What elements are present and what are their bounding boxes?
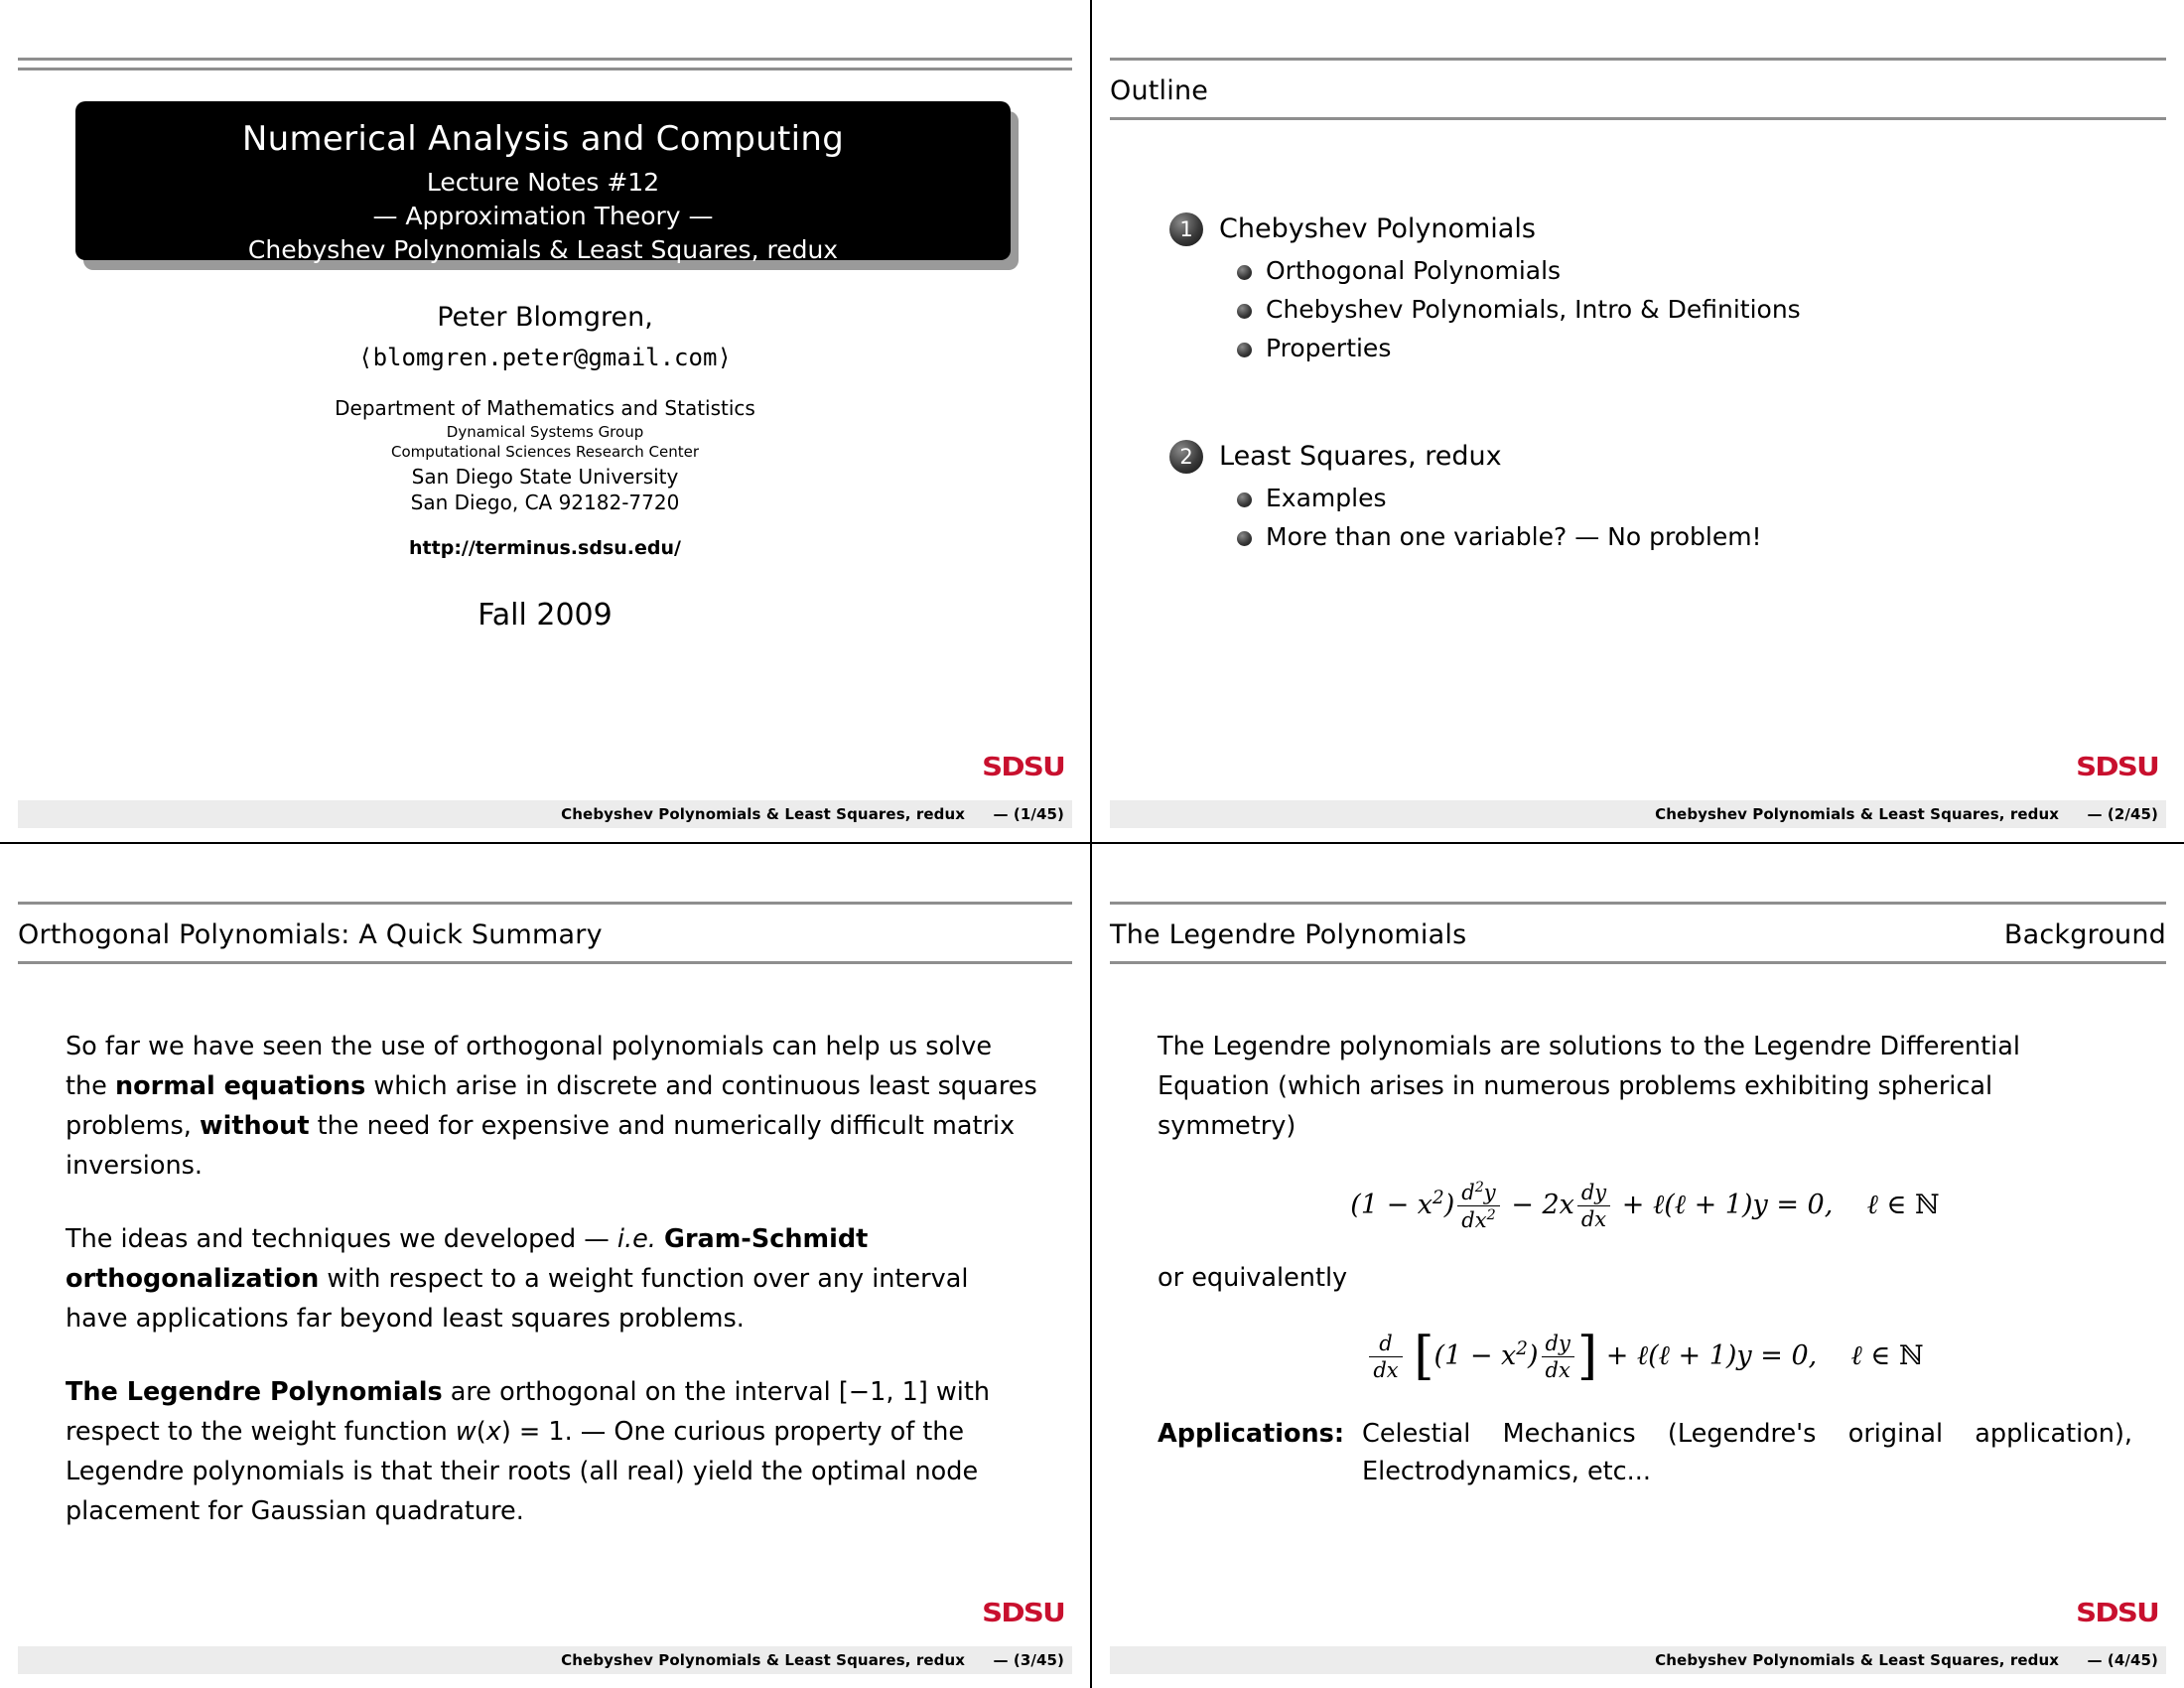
header-rule-top	[18, 58, 1072, 61]
section-label[interactable]: Least Squares, redux	[1219, 441, 1502, 472]
lecture-title: Numerical Analysis and Computing	[241, 119, 845, 159]
paragraph-2: The ideas and techniques we developed — i.e. Gram-Schmidt orthogonalization with respect to a weight function over any interval have applications far beyond least squares problems.	[66, 1224, 969, 1334]
header-rule-bottom	[18, 68, 1072, 70]
slide-heading	[1110, 919, 2166, 950]
lecture-topic: Chebyshev Polynomials & Least Squares, redux	[247, 235, 839, 264]
slide-title	[0, 0, 1092, 844]
paragraph-1: So far we have seen the use of orthogonal polynomials can help us solve the normal equations which arise in discrete and continuous least squares problems, without the need for expensive and numerically difficult matrix inversions.	[66, 1032, 1037, 1181]
outline-subitem-label: More than one variable? — No problem!	[1266, 522, 1762, 551]
slide-legendre	[1092, 844, 2184, 1688]
slide-footer	[18, 800, 1072, 828]
header-rule-top	[18, 902, 1072, 905]
footer-page: — (4/45)	[2087, 1651, 2158, 1669]
affiliation-university: San Diego State University	[411, 465, 679, 489]
sdsu-logo: SDSU	[2075, 753, 2158, 782]
legendre-connector: or equivalently	[1158, 1263, 1348, 1294]
legendre-intro: The Legendre polynomials are solutions to the Legendre Differential Equation (which arises in numerous problems exhibiting spherical symmetry)	[1158, 1032, 2020, 1141]
footer-title: Chebyshev Polynomials & Least Squares, redux	[561, 805, 965, 823]
outline-subitem-label: Chebyshev Polynomials, Intro & Definitions	[1266, 295, 1801, 324]
applications-text: Celestial Mechanics (Legendre's original application), Electrodynamics, etc...	[1362, 1418, 2132, 1486]
footer-title: Chebyshev Polynomials & Least Squares, redux	[1655, 805, 2059, 823]
outline-list	[1169, 212, 2146, 551]
author-email[interactable]: ⟨blomgren.peter@gmail.com⟩	[358, 344, 732, 371]
slide-heading-text: Outline	[1110, 75, 1209, 106]
header-rule-bottom	[18, 961, 1072, 964]
slide-heading-text: Orthogonal Polynomials: A Quick Summary	[18, 919, 603, 950]
affiliation-block	[18, 396, 1072, 514]
affiliation-center: Computational Sciences Research Center	[390, 443, 699, 461]
legendre-applications	[1158, 1415, 2132, 1490]
affiliation-department: Department of Mathematics and Statistics	[335, 396, 755, 420]
bullet-icon	[1237, 265, 1252, 280]
footer-page: — (2/45)	[2087, 805, 2158, 823]
section-subitems	[1237, 256, 1801, 362]
slide-footer	[18, 1646, 1072, 1674]
outline-section[interactable]	[1169, 212, 2146, 362]
slide-orthogonal-summary	[0, 844, 1092, 1688]
outline-subitem[interactable]	[1237, 256, 1801, 285]
slide-heading	[18, 919, 1072, 950]
section-label[interactable]: Chebyshev Polynomials	[1219, 213, 1536, 244]
footer-page: — (3/45)	[993, 1651, 1064, 1669]
legendre-equation-1: $(1 - x^2)$ $\frac{d^2y}{dx^2}$ − 2x $\frac{dy}{dx}$ + ℓ(ℓ + 1)y = 0, ℓ ∈ ℕ	[1350, 1180, 1940, 1233]
header-rule-top	[1110, 58, 2166, 61]
course-term: Fall 2009	[478, 598, 613, 633]
lecture-subject: — Approximation Theory —	[372, 202, 714, 230]
legendre-equation-2: $\frac{d}{dx}$ [$(1 - x^2)$ $\frac{dy}{dx}$ ] + ℓ(ℓ + 1)y = 0, ℓ ∈ ℕ	[1158, 1332, 2132, 1382]
paragraph-3: The Legendre Polynomials are orthogonal on the interval [−1, 1] with respect to the weight function w(x) = 1. — One curious property of the Legendre polynomials is that their roots (all real) yield the optimal node placement for Gaussian quadrature.	[66, 1377, 990, 1526]
slide-outline	[1092, 0, 2184, 844]
title-box	[75, 101, 1011, 264]
footer-page: — (1/45)	[993, 805, 1064, 823]
slide-body	[1158, 1027, 2132, 1490]
header-rule-bottom	[1110, 117, 2166, 120]
applications-label: Applications:	[1158, 1418, 1345, 1449]
lecture-number: Lecture Notes #12	[426, 168, 660, 197]
header-rule-top	[1110, 902, 2166, 905]
outline-subitem[interactable]	[1237, 295, 1801, 324]
sdsu-logo: SDSU	[981, 753, 1064, 782]
sdsu-logo: SDSU	[2075, 1599, 2158, 1628]
header-rule-bottom	[1110, 961, 2166, 964]
author-name: Peter Blomgren,	[437, 302, 653, 333]
outline-subitem[interactable]	[1237, 522, 1762, 551]
outline-subitem-label: Orthogonal Polynomials	[1266, 256, 1562, 285]
section-number-badge: 2	[1169, 440, 1203, 474]
footer-title: Chebyshev Polynomials & Least Squares, redux	[561, 1651, 965, 1669]
bullet-icon	[1237, 531, 1252, 546]
outline-subitem[interactable]	[1237, 484, 1762, 512]
affiliation-group: Dynamical Systems Group	[446, 423, 644, 441]
bullet-icon	[1237, 492, 1252, 507]
outline-subitem[interactable]	[1237, 334, 1801, 362]
outline-subitem-label: Properties	[1266, 334, 1392, 362]
section-number-badge: 1	[1169, 212, 1203, 246]
bullet-icon	[1237, 304, 1252, 319]
section-subitems	[1237, 484, 1762, 551]
outline-subitem-label: Examples	[1266, 484, 1387, 512]
slide-heading-right: Background	[2003, 919, 2166, 950]
bullet-icon	[1237, 343, 1252, 357]
slide-footer	[1110, 1646, 2166, 1674]
slide-footer	[1110, 800, 2166, 828]
sdsu-logo: SDSU	[981, 1599, 1064, 1628]
slide-body	[66, 1027, 1038, 1565]
course-url[interactable]: http://terminus.sdsu.edu/	[409, 537, 681, 559]
affiliation-city: San Diego, CA 92182-7720	[410, 491, 680, 514]
footer-title: Chebyshev Polynomials & Least Squares, redux	[1655, 1651, 2059, 1669]
slide-heading-text: The Legendre Polynomials	[1110, 919, 1467, 950]
outline-section[interactable]	[1169, 440, 2146, 551]
slide-heading	[1110, 75, 2166, 106]
